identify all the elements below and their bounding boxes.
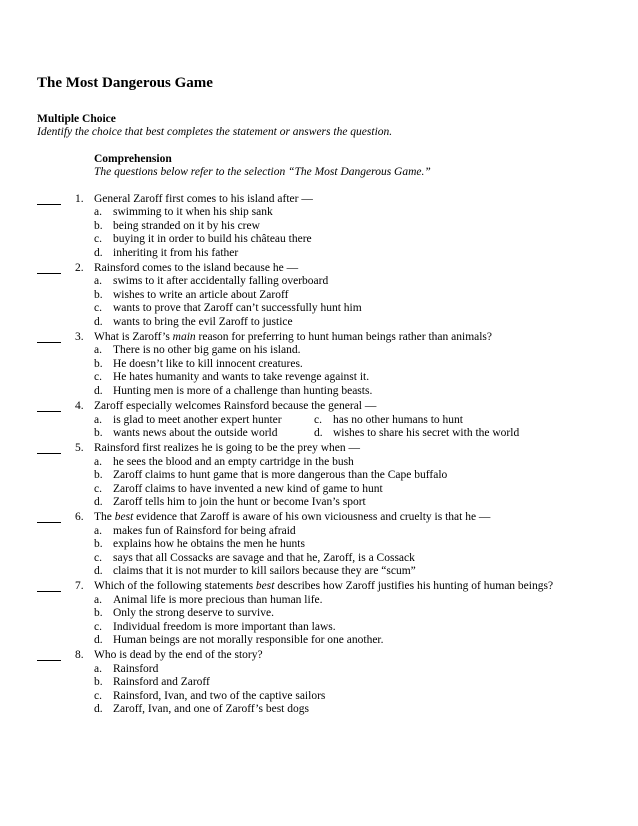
choice-list (94, 206, 638, 260)
choice-c[interactable] (94, 233, 638, 246)
choice-b[interactable] (94, 538, 638, 551)
choice-a[interactable] (94, 594, 638, 607)
question-stem (94, 442, 624, 455)
question-list (0, 193, 638, 718)
choice-text: is glad to meet another expert hunter (113, 413, 282, 426)
choice-b[interactable] (94, 469, 638, 482)
question-6 (0, 511, 638, 578)
question-number: 6. (75, 511, 84, 524)
stem-emphasis: best (114, 511, 134, 524)
question-stem (94, 400, 624, 413)
choice-c[interactable] (94, 690, 638, 703)
stem-text: What is Zaroff’s (94, 331, 173, 344)
choice-text: Zaroff, Ivan, and one of Zaroff’s best dogs (113, 703, 309, 716)
choice-text: explains how he obtains the men he hunts (113, 538, 305, 551)
question-number: 4. (75, 400, 84, 413)
question-2 (0, 262, 638, 329)
question-3 (0, 331, 638, 398)
question-stem (94, 193, 624, 206)
choice-c[interactable] (94, 552, 638, 565)
choice-d[interactable] (94, 385, 638, 398)
choice-list (94, 456, 638, 510)
choice-c[interactable] (94, 371, 638, 384)
question-number: 2. (75, 262, 84, 275)
choice-letter: b. (94, 538, 103, 551)
choice-text: wishes to write an article about Zaroff (113, 288, 289, 301)
choice-b[interactable] (94, 220, 638, 233)
choice-text: He doesn’t like to kill innocent creatures. (113, 357, 303, 370)
choice-text: He hates humanity and wants to take revenge against it. (113, 371, 370, 384)
choice-d[interactable] (94, 316, 638, 329)
choice-letter: a. (94, 455, 102, 468)
choice-letter: d. (94, 384, 103, 397)
choice-text: claims that it is not murder to kill sailors because they are “scum” (113, 564, 416, 577)
choice-text: Individual freedom is more important than laws. (113, 620, 336, 633)
choice-text: There is no other big game on his island. (113, 344, 301, 357)
stem-text: Who is dead by the end of the story? (94, 649, 263, 662)
stem-text: evidence that Zaroff is aware of his own viciousness and cruelty is that he — (133, 511, 491, 524)
stem-text: Which of the following statements (94, 580, 256, 593)
choice-letter: c. (94, 302, 102, 315)
page-title: The Most Dangerous Game (37, 75, 213, 91)
choice-c[interactable] (94, 483, 638, 496)
stem-text: describes how Zaroff justifies his hunting of human beings? (274, 580, 554, 593)
choice-letter: a. (94, 275, 102, 288)
answer-blank[interactable] (37, 193, 61, 205)
choice-c[interactable] (94, 302, 638, 315)
choice-letter: a. (94, 593, 102, 606)
choice-letter: b. (94, 469, 103, 482)
stem-text: reason for preferring to hunt human beings rather than animals? (195, 331, 493, 344)
choice-text: buying it in order to build his château there (113, 233, 312, 246)
choice-letter: b. (94, 357, 103, 370)
choice-list (94, 663, 638, 717)
choice-d[interactable] (94, 496, 638, 509)
subsection-instruction: The questions below refer to the selection “The Most Dangerous Game.” (94, 166, 431, 178)
choice-a[interactable] (94, 663, 638, 676)
choice-c[interactable] (94, 621, 638, 634)
choice-text: he sees the blood and an empty cartridge in the bush (113, 455, 354, 468)
choice-a[interactable] (94, 206, 638, 219)
choice-letter: b. (94, 426, 103, 439)
question-4 (0, 400, 638, 440)
question-stem (94, 649, 624, 662)
question-number: 5. (75, 442, 84, 455)
question-stem (94, 331, 624, 344)
choice-letter: c. (94, 689, 102, 702)
stem-emphasis: main (172, 331, 196, 344)
choice-a[interactable] (94, 275, 638, 288)
choice-letter: c. (94, 233, 102, 246)
choice-letter: d. (94, 634, 103, 646)
section-instruction: Identify the choice that best completes the statement or answers the question. (37, 126, 393, 138)
question-number: 7. (75, 580, 84, 593)
answer-blank[interactable] (37, 511, 61, 523)
choice-text: Only the strong deserve to survive. (113, 607, 274, 620)
choice-text: has no other humans to hunt (333, 413, 463, 426)
choice-list (94, 594, 638, 648)
choice-text: wants to bring the evil Zaroff to justice (113, 315, 293, 328)
choice-list (94, 344, 638, 398)
choice-text: being stranded on it by his crew (113, 219, 260, 232)
choice-list (94, 414, 638, 441)
subsection-title: Comprehension (94, 153, 172, 165)
choice-letter: a. (94, 344, 102, 357)
choice-letter: d. (314, 426, 323, 439)
choice-a[interactable] (94, 344, 638, 357)
stem-text: Rainsford first realizes he is going to be the prey when — (94, 442, 361, 455)
stem-emphasis: best (255, 580, 275, 593)
choice-text: Zaroff tells him to join the hunt or become Ivan’s sport (113, 495, 366, 508)
choice-list (94, 525, 638, 579)
choice-letter: a. (94, 662, 102, 675)
choice-letter: b. (94, 607, 103, 620)
choice-letter: b. (94, 288, 103, 301)
choice-text: Zaroff claims to hunt game that is more dangerous than the Cape buffalo (113, 469, 448, 482)
choice-letter: a. (94, 524, 102, 537)
choice-text: wishes to share his secret with the world (333, 426, 520, 439)
choice-letter: c. (314, 413, 322, 426)
choice-b[interactable] (94, 607, 638, 620)
choice-a[interactable] (94, 414, 314, 427)
choice-text: Rainsford, Ivan, and two of the captive sailors (113, 689, 326, 702)
choice-letter: a. (94, 413, 102, 426)
choice-b[interactable] (94, 358, 638, 371)
question-stem (94, 511, 624, 524)
choice-d[interactable] (94, 247, 638, 260)
answer-blank[interactable] (37, 262, 61, 274)
choice-text: says that all Cossacks are savage and that he, Zaroff, is a Cossack (113, 551, 415, 564)
choice-a[interactable] (94, 525, 638, 538)
choice-text: makes fun of Rainsford for being afraid (113, 524, 296, 537)
choice-text: wants news about the outside world (113, 426, 278, 439)
choice-list (94, 275, 638, 329)
choice-d[interactable] (94, 703, 638, 716)
choice-letter: c. (94, 482, 102, 495)
choice-text: Animal life is more precious than human life. (113, 593, 323, 606)
choice-letter: d. (94, 703, 103, 716)
stem-text: General Zaroff first comes to his island after — (94, 193, 313, 205)
choice-letter: a. (94, 206, 102, 219)
stem-text: Rainsford comes to the island because he — (94, 262, 299, 275)
choice-d[interactable] (314, 427, 604, 440)
choice-letter: c. (94, 551, 102, 564)
question-7 (0, 580, 638, 647)
choice-letter: d. (94, 564, 103, 577)
choice-letter: d. (94, 495, 103, 508)
choice-letter: b. (94, 676, 103, 689)
choice-a[interactable] (94, 456, 638, 469)
choice-letter: d. (94, 246, 103, 259)
stem-text: The (94, 511, 115, 524)
question-8 (0, 649, 638, 716)
choice-b[interactable] (94, 427, 314, 440)
choice-text: inheriting it from his father (113, 246, 239, 259)
choice-d[interactable] (94, 634, 638, 647)
question-5 (0, 442, 638, 509)
question-number: 1. (75, 193, 84, 205)
choice-text: Human beings are not morally responsible for one another. (113, 634, 384, 646)
choice-letter: c. (94, 620, 102, 633)
answer-blank[interactable] (37, 331, 61, 343)
choice-text: swimming to it when his ship sank (113, 206, 273, 219)
choice-b[interactable] (94, 289, 638, 302)
choice-letter: b. (94, 219, 103, 232)
section-title: Multiple Choice (37, 113, 116, 125)
answer-blank[interactable] (37, 649, 61, 661)
choice-text: Hunting men is more of a challenge than hunting beasts. (113, 384, 373, 397)
answer-blank[interactable] (37, 442, 61, 454)
answer-blank[interactable] (37, 580, 61, 592)
choice-text: swims to it after accidentally falling overboard (113, 275, 329, 288)
choice-text: Zaroff claims to have invented a new kind of game to hunt (113, 482, 383, 495)
question-number: 3. (75, 331, 84, 344)
choice-text: wants to prove that Zaroff can’t successfully hunt him (113, 302, 362, 315)
choice-b[interactable] (94, 676, 638, 689)
question-number: 8. (75, 649, 84, 662)
choice-letter: c. (94, 371, 102, 384)
question-stem (94, 580, 624, 593)
choice-c[interactable] (314, 414, 604, 427)
choice-letter: d. (94, 315, 103, 328)
choice-d[interactable] (94, 565, 638, 578)
stem-text: Zaroff especially welcomes Rainsford because the general — (94, 400, 377, 413)
question-1 (0, 193, 638, 260)
choice-text: Rainsford (113, 662, 159, 675)
question-stem (94, 262, 624, 275)
choice-text: Rainsford and Zaroff (113, 676, 210, 689)
answer-blank[interactable] (37, 400, 61, 412)
